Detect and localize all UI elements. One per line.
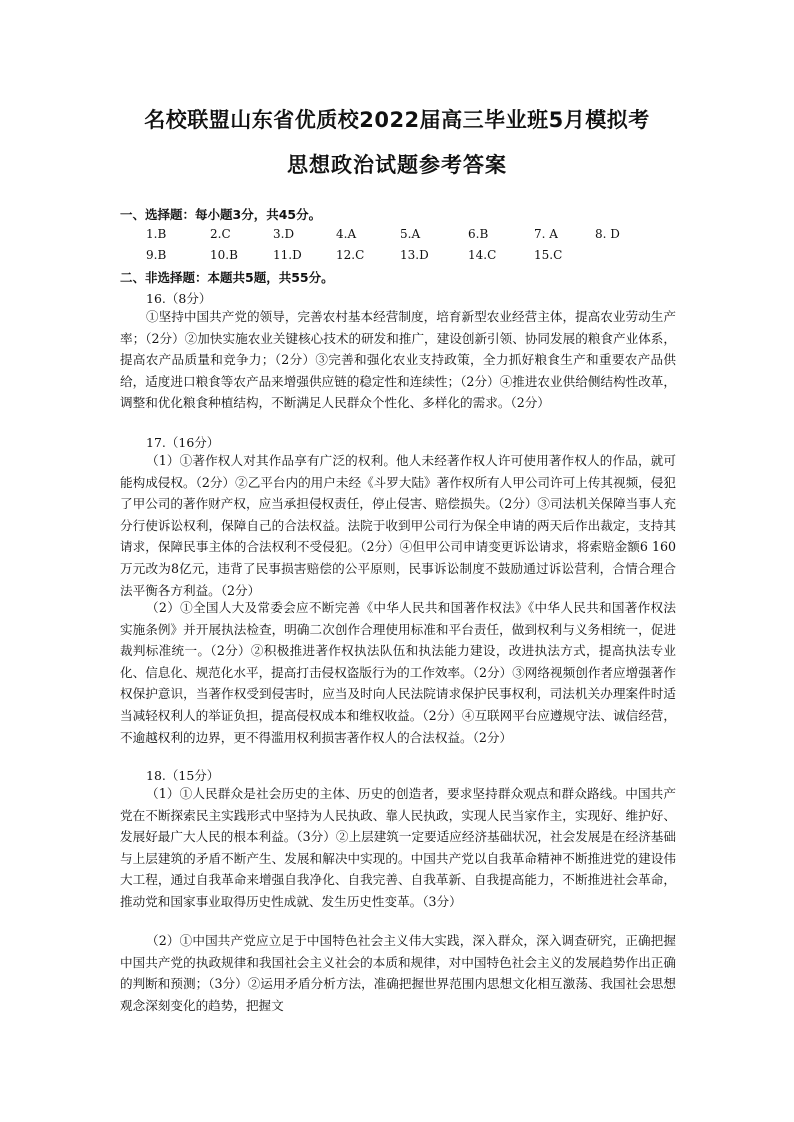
question-18-part-2: （2）①中国共产党应立足于中国特色社会主义伟大实践，深入群众，深入调查研究，正确把握中国共产党的执政规律和我国社会主义社会的本质和规律，对中国特色社会主义的发展趋势作出正确的判断和预测；（3分）②运用矛盾分析方法，准确把握世界范围内思想文化相互激荡、我国社会思想观念深刻变化的趋势，把握文	[120, 933, 676, 1013]
section1-heading: 一、选择题：每小题3分，共45分。	[120, 207, 322, 222]
answer-item: 8. D	[595, 227, 620, 241]
answer-item: 1.B	[146, 227, 167, 241]
question-16-answer: ①坚持中国共产党的领导，完善农村基本经营制度，培育新型农业经营主体，提高农业劳动生产率；（2分）②加快实施农业关键核心技术的研发和推广，建设创新引领、协同发展的粮食产业体系，提高农产品质量和竞争力；（2分）③完善和强化农业支持政策，全力抓好粮食生产和重要农产品供给，适度进口粮食等农产品来增强供应链的稳定性和连续性；（2分）④推进农业供给侧结构性改革，调整和优化粮食种植结构，不断满足人民群众个性化、多样化的需求。（2分）	[120, 309, 676, 411]
answer-item: 7. A	[534, 227, 558, 241]
answer-item: 15.C	[534, 248, 563, 262]
question-18-label: 18.（15分）	[146, 768, 220, 783]
answer-item: 12.C	[336, 248, 365, 262]
answer-item: 6.B	[468, 227, 489, 241]
answer-item: 4.A	[336, 227, 357, 241]
question-18-part-1: （1）①人民群众是社会历史的主体、历史的创造者，要求坚持群众观点和群众路线。中国共产党在不断探索民主实践形式中坚持为人民执政、靠人民执政，实现人民当家作主，实现好、维护好、发展好最广大人民的根本利益。（3分）②上层建筑一定要适应经济基础状况，社会发展是在经济基础与上层建筑的矛盾不断产生、发展和解决中实现的。中国共产党以自我革命精神不断推进党的建设伟大工程，通过自我革命来增强自我净化、自我完善、自我革新、自我提高能力，不断推进社会革命，推动党和国家事业取得历史性成就、发生历史性变革。（3分）	[120, 786, 676, 909]
question-17-label: 17.（16分）	[146, 435, 220, 450]
answer-item: 14.C	[468, 248, 497, 262]
answer-item: 10.B	[210, 248, 238, 262]
document-subtitle: 思想政治试题参考答案	[287, 153, 507, 177]
question-17-part-1: （1）①著作权人对其作品享有广泛的权利。他人未经著作权人许可使用著作权人的作品，就可能构成侵权。（2分）②乙平台内的用户未经《斗罗大陆》著作权所有人甲公司许可上传其视频，侵犯了甲公司的著作财产权，应当承担侵权责任，停止侵害、赔偿损失。（2分）③司法机关保障当事人充分行使诉讼权利，保障自己的合法权益。法院于收到甲公司行为保全申请的两天后作出裁定，支持其请求，保障民事主体的合法权利不受侵犯。（2分）④但甲公司申请变更诉讼请求，将索赔金额6 160万元改为8亿元，违背了民事损害赔偿的公平原则，民事诉讼制度不鼓励通过诉讼营利，合情合理合法平衡各方利益。（2分）	[120, 453, 676, 598]
question-16-label: 16.（8分）	[146, 291, 212, 306]
section2-heading: 二、非选择题：本题共5题，共55分。	[120, 270, 334, 285]
answer-item: 13.D	[400, 248, 429, 262]
answer-item: 2.C	[210, 227, 231, 241]
document-title: 名校联盟山东省优质校2022届高三毕业班5月模拟考	[144, 108, 650, 132]
answer-item: 3.D	[273, 227, 295, 241]
answer-item: 11.D	[273, 248, 302, 262]
answer-item: 9.B	[146, 248, 167, 262]
question-17-part-2: （2）①全国人大及常委会应不断完善《中华人民共和国著作权法》《中华人民共和国著作权法实施条例》并开展执法检查，明确二次创作合理使用标准和平台责任，做到权利与义务相统一，促进裁判标准统一。（2分）②积极推进著作权执法队伍和执法能力建设，改进执法方式，提高执法专业化、信息化、规范化水平，提高打击侵权盗版行为的工作效率。（2分）③网络视频创作者应增强著作权保护意识，当著作权受到侵害时，应当及时向人民法院请求保护民事权利，司法机关办理案件时适当减轻权利人的举证负担，提高侵权成本和维权收益。（2分）④互联网平台应遵规守法、诚信经营，不逾越权利的边界，更不得滥用权利损害著作权人的合法权益。（2分）	[120, 600, 676, 745]
answer-item: 5.A	[400, 227, 421, 241]
